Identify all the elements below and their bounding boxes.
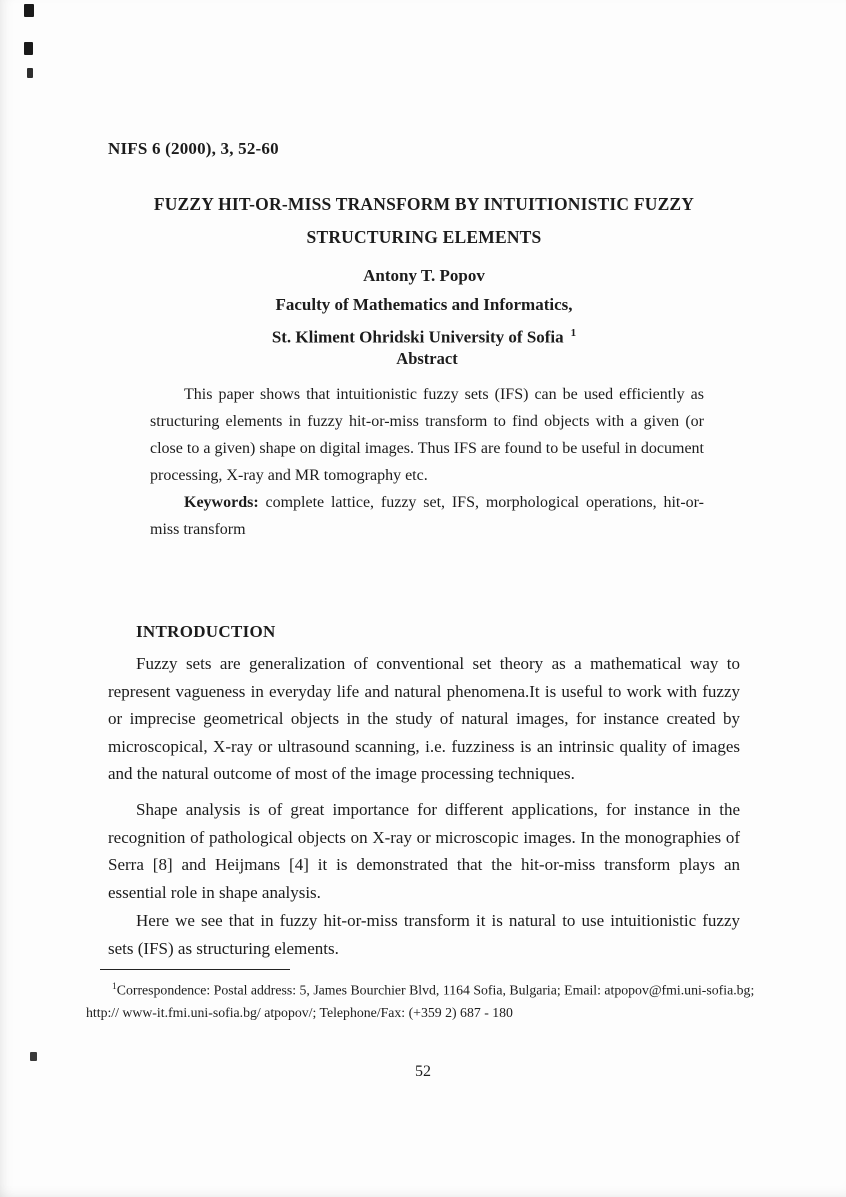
journal-reference: NIFS 6 (2000), 3, 52-60	[108, 139, 279, 158]
abstract-body	[150, 381, 704, 543]
scan-artifact	[30, 1052, 37, 1061]
keywords-text: complete lattice, fuzzy set, IFS, morphological operations, hit-or-miss transform	[150, 494, 704, 538]
introduction-paragraph-3: Here we see that in fuzzy hit-or-miss transform it is natural to use intuitionistic fuzzy sets (IFS) as structuring elements.	[108, 911, 740, 958]
title-block	[108, 188, 740, 352]
page-number: 52	[415, 1063, 431, 1080]
affiliation-university-text: St. Kliment Ohridski University of Sofia	[271, 327, 564, 347]
footnote-block	[86, 976, 772, 1025]
footnote-marker: 1	[112, 982, 117, 992]
keywords-label: Keywords:	[184, 494, 259, 511]
abstract-heading: Abstract	[396, 349, 458, 368]
footnote-line-1	[86, 976, 772, 1002]
scan-artifact	[27, 68, 33, 78]
paper-title-line-1: FUZZY HIT-OR-MISS TRANSFORM BY INTUITIONISTIC FUZZY	[153, 194, 695, 214]
footnote-text-2: http:// www-it.fmi.uni-sofia.bg/ atpopov/; Telephone/Fax: (+359 2) 687 - 180	[86, 1005, 513, 1021]
abstract-text: This paper shows that intuitionistic fuzzy sets (IFS) can be used efficiently as structuring elements in fuzzy hit-or-miss transform to find objects with a given (or close to a given) shape on digital images. Thus IFS are found to be useful in document processing, X-ray and MR tomography etc.	[150, 386, 704, 484]
introduction-paragraph-2: Shape analysis is of great importance for different applications, for instance in the recognition of pathological objects on X-ray or microscopic images. In the monographies of Serra [8] and Heijmans [4] it is demonstrated that the hit-or-miss transform plays an essential role in shape analysis.	[108, 800, 740, 902]
author-name: Antony T. Popov	[363, 266, 485, 285]
abstract-keywords	[150, 489, 704, 543]
footnote-separator-rule	[100, 969, 290, 970]
affiliation-footnote-marker: 1	[570, 327, 577, 339]
footnote-text-1: Correspondence: Postal address: 5, James Bourchier Blvd, 1164 Sofia, Bulgaria; Email: atpopov@fmi.uni-sofia.bg;	[116, 982, 755, 998]
affiliation-university	[108, 319, 740, 352]
scan-artifact	[24, 4, 34, 17]
scan-artifact	[24, 42, 33, 55]
introduction-paragraph-1: Fuzzy sets are generalization of conventional set theory as a mathematical way to represent vagueness in everyday life and natural phenomena.It is useful to work with fuzzy or imprecise geometrical objects in the study of natural images, for instance created by microscopical, X-ray or ultrasound scanning, i.e. fuzziness is an intrinsic quality of images and the natural outcome of most of the image processing techniques.	[108, 654, 740, 784]
introduction-heading: INTRODUCTION	[136, 622, 276, 641]
paper-title-line-2: STRUCTURING ELEMENTS	[306, 227, 542, 247]
affiliation-department: Faculty of Mathematics and Informatics,	[275, 294, 573, 314]
